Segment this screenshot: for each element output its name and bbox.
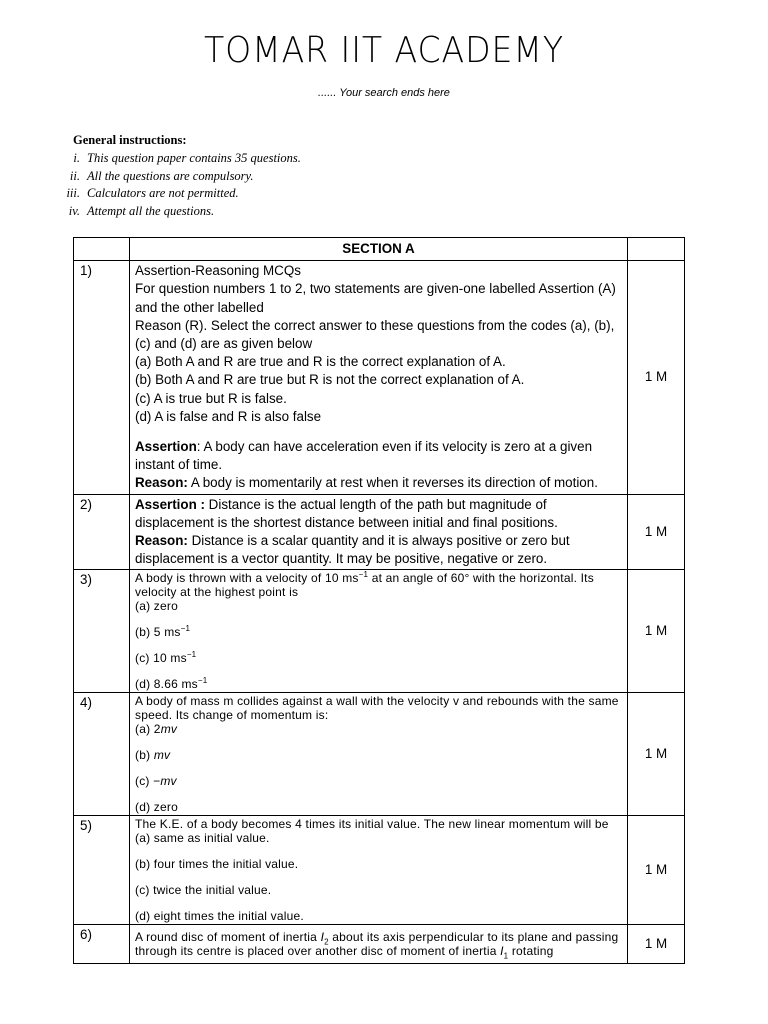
q4-option-c [135,774,622,788]
question-marks: 1 M [628,570,685,693]
q1-option: (d) A is false and R is also false [135,408,322,424]
q5-option-a: (a) same as initial value. [135,831,270,846]
q3-stem [135,571,622,599]
superscript: −1 [180,624,191,634]
general-instructions [60,133,700,221]
q3-stem-part: at an angle of 60° with the horizontal. Its velocity at the highest point is [135,571,594,600]
q6-stem [135,930,622,961]
instruction-item [60,151,700,169]
instruction-number: ii. [69,168,80,183]
instruction-text: All the questions are compulsory. [87,168,254,183]
instructions-heading: General instructions: [73,133,187,147]
question-number: 6) [74,925,130,964]
instruction-text: Attempt all the questions. [87,203,215,218]
section-title: SECTION A [130,238,628,261]
q1-line: Assertion-Reasoning MCQs [135,263,301,279]
q1-line: Reason (R). Select the correct answer to these questions from the codes (a), (b), (c) and (d) are as given below [135,317,615,352]
question-body [130,261,628,494]
question-marks: 1 M [628,261,685,494]
reason-text: A body is momentarily at rest when it reverses its direction of motion. [187,475,598,491]
question-row-3 [74,570,685,693]
option-variable: mv [160,722,178,737]
option-text: (b) 5 ms [135,625,181,640]
instruction-text: This question paper contains 35 questions. [87,151,301,165]
q3-option-a: (a) zero [135,599,178,614]
question-marks: 1 M [628,693,685,816]
question-body [130,816,628,925]
question-marks: 1 M [628,925,685,964]
option-variable: mv [160,774,177,789]
q3-option-d [135,677,622,691]
option-text: (a) 2 [135,722,161,737]
q6-stem-part: about its axis perpendicular to its plane and passing through its centre is placed over another disc of moment of inertia [135,930,619,959]
instruction-text: Calculators are not permitted. [87,186,239,200]
q1-reason [135,474,622,492]
option-text: (c) 10 ms [135,651,187,666]
q4-option-d: (d) zero [135,800,178,815]
question-row-2 [74,494,685,570]
q5-stem: The K.E. of a body becomes 4 times its initial value. The new linear momentum will be [135,817,609,832]
q1-assertion [135,438,622,474]
q1-option: (b) Both A and R are true but R is not the correct explanation of A. [135,372,525,388]
option-text: (c) − [135,774,161,789]
instruction-number: i. [73,151,80,165]
q6-stem-part: rotating [508,944,554,959]
question-number: 2) [74,494,130,570]
question-body [130,570,628,693]
instruction-number: iv. [68,203,80,218]
inertia-variable: I [320,930,325,945]
superscript: −1 [358,570,369,580]
question-body [130,494,628,570]
reason-label: Reason: [135,475,188,491]
question-row-6 [74,925,685,964]
question-row-1 [74,261,685,494]
reason-text: Distance is a scalar quantity and it is always positive or zero but displacement is a vector quantity. It may be positive, negative or zero. [135,533,570,567]
question-body [130,693,628,816]
subscript: 2 [324,937,329,947]
academy-tagline: ...... Your search ends here [318,87,450,99]
option-text: (b) [135,748,154,763]
question-table [73,237,685,964]
q5-option-c: (c) twice the initial value. [135,883,272,898]
question-marks: 1 M [628,816,685,925]
academy-title: TOMAR IIT ACADEMY [203,30,565,71]
instruction-number: iii. [66,186,80,200]
question-number: 4) [74,693,130,816]
q1-line: For question numbers 1 to 2, two statements are given-one labelled Assertion (A) and the other labelled [135,281,616,315]
q3-stem-part: A body is thrown with a velocity of 10 ms [135,571,359,586]
q1-option: (a) Both A and R are true and R is the correct explanation of A. [135,354,506,370]
q2-reason [135,532,622,568]
subscript: 1 [503,951,509,961]
q3-option-c [135,651,622,665]
q4-stem: A body of mass m collides against a wall with the velocity v and rebounds with the same speed. Its change of momentum is: [135,694,619,723]
question-marks: 1 M [628,494,685,570]
assertion-text: Distance is the actual length of the path but magnitude of displacement is the shortest distance between initial and final positions. [135,496,558,530]
question-number: 5) [74,816,130,925]
question-body [130,925,628,964]
section-header-row [74,238,685,261]
question-number: 1) [74,261,130,494]
q5-option-b: (b) four times the initial value. [135,857,299,872]
option-text: (d) 8.66 ms [135,677,198,692]
inertia-variable: I [500,944,504,959]
question-row-5 [74,816,685,925]
question-number: 3) [74,570,130,693]
question-row-4 [74,693,685,816]
q2-assertion [135,496,622,532]
superscript: −1 [186,650,197,660]
assertion-label: Assertion [135,439,197,455]
reason-label: Reason: [135,533,188,549]
assertion-text: : A body can have acceleration even if its velocity is zero at a given instant of time. [135,439,593,473]
q5-option-d: (d) eight times the initial value. [135,909,304,924]
instruction-item [60,186,700,204]
superscript: −1 [197,676,208,686]
q4-option-b [135,748,622,762]
instruction-item [60,169,700,187]
instruction-item [60,204,700,222]
option-variable: mv [153,748,171,763]
q1-option: (c) A is true but R is false. [135,390,287,406]
q4-option-a [135,722,622,736]
assertion-label: Assertion : [135,496,205,512]
q6-stem-part: A round disc of moment of inertia [135,930,321,945]
q3-option-b [135,625,622,639]
